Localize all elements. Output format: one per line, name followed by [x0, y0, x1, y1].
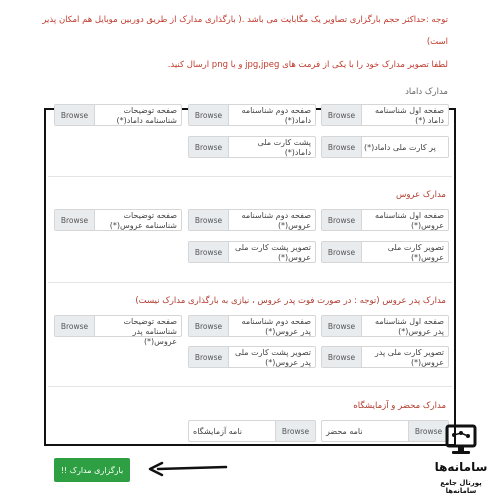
upload-note-size: توجه :حداکثر حجم بارگزاری تصاویر یک مگابایت می باشد .( بارگذاری مدارک از طریق دوربین موبایل هم امکان پذیر — [42, 15, 448, 25]
field-label: صفحه توضیحات شناسنامه عروس(*) — [109, 211, 177, 230]
browse-button[interactable]: Browse — [275, 421, 315, 441]
groom-id-notes-input[interactable] — [54, 104, 182, 126]
browse-button[interactable]: Browse — [322, 137, 362, 157]
field-label: پر کارت ملی داماد(*) — [364, 142, 436, 152]
field-label: تصویر پشت کارت ملی پدر عروس(*) — [234, 348, 311, 367]
documents-form-frame — [44, 108, 456, 446]
bride-father-section-title: مدارک پدر عروس (توجه : در صورت فوت پدر عروس ، نیازی به بارگذاری مدارک نیست) — [135, 296, 446, 306]
bride-id-notes-input[interactable] — [54, 209, 182, 231]
browse-button[interactable]: Browse — [322, 316, 362, 336]
field-label: تصویر پشت کارت ملی عروس(*) — [234, 243, 311, 262]
logo-name: سامانه‌ها — [434, 460, 488, 474]
field-label: نامه محضر — [326, 426, 363, 436]
browse-button[interactable]: Browse — [189, 316, 229, 336]
notary-lab-section-title: مدارک محضر و آزمایشگاه — [353, 401, 446, 411]
bride-national-card-front-input[interactable] — [321, 241, 449, 263]
bride-father-card-front-input[interactable] — [321, 346, 449, 368]
bride-id-page2-input[interactable] — [188, 209, 316, 231]
lab-letter-input[interactable] — [188, 420, 316, 442]
browse-button[interactable]: Browse — [408, 421, 448, 441]
field-label: صفحه دوم شناسنامه پدر عروس(*) — [241, 317, 311, 336]
field-label: صفحه توضیحات شناسنامه داماد(*) — [116, 106, 177, 125]
browse-button[interactable]: Browse — [55, 105, 95, 125]
browse-button[interactable]: Browse — [189, 347, 229, 367]
logo-tagline: پورتال جامع سامانه‌ها — [440, 479, 482, 495]
groom-id-page1-input[interactable] — [321, 104, 449, 126]
bride-father-id-notes-input[interactable] — [54, 315, 182, 346]
browse-button[interactable]: Browse — [189, 210, 229, 230]
browse-button[interactable]: Browse — [189, 105, 229, 125]
browse-button[interactable]: Browse — [55, 316, 95, 336]
browse-button[interactable]: Browse — [189, 137, 229, 157]
field-label: تصویر کارت ملی عروس(*) — [387, 243, 444, 262]
section-divider — [48, 282, 452, 283]
field-label: صفحه دوم شناسنامه داماد(*) — [241, 106, 311, 125]
bride-national-card-back-input[interactable] — [188, 241, 316, 263]
bride-father-id-page1-input[interactable] — [321, 315, 449, 337]
upload-note-format: لطفا تصویر مدارک خود را با یکی از فرمت های jpg,jpeg و یا png ارسال کنید. — [167, 60, 448, 70]
browse-button[interactable]: Browse — [322, 242, 362, 262]
field-label: صفحه اول شناسنامه پدر عروس(*) — [375, 317, 444, 336]
upload-note-size-cont: است) — [426, 37, 448, 47]
browse-button[interactable]: Browse — [322, 105, 362, 125]
field-label: صفحه توضیحات شناسنامه پدر عروس(*) — [123, 317, 177, 346]
groom-national-card-back-input[interactable] — [188, 136, 316, 158]
browse-button[interactable]: Browse — [322, 210, 362, 230]
groom-national-card-front-input[interactable] — [321, 136, 449, 158]
field-label: نامه آزمایشگاه — [193, 426, 242, 436]
bride-section-title: مدارک عروس — [395, 190, 446, 200]
browse-button[interactable]: Browse — [322, 347, 362, 367]
field-label: صفحه اول شناسنامه داماد (*) — [375, 106, 444, 125]
groom-section-title: مدارک داماد — [405, 87, 448, 97]
section-divider — [48, 386, 452, 387]
bride-id-page1-input[interactable] — [321, 209, 449, 231]
browse-button[interactable]: Browse — [55, 210, 95, 230]
bride-father-card-back-input[interactable] — [188, 346, 316, 368]
section-divider — [48, 176, 452, 177]
samaneha-logo — [424, 424, 498, 496]
field-label: صفحه دوم شناسنامه عروس(*) — [241, 211, 311, 230]
arrow-left-icon — [148, 462, 228, 476]
field-label: پشت کارت ملی داماد(*) — [257, 137, 311, 157]
field-label: تصویر کارت ملی پدر عروس(*) — [374, 348, 444, 367]
bride-father-id-page2-input[interactable] — [188, 315, 316, 337]
groom-id-page2-input[interactable] — [188, 104, 316, 126]
field-label: صفحه اول شناسنامه عروس(*) — [375, 211, 444, 230]
browse-button[interactable]: Browse — [189, 242, 229, 262]
upload-documents-button[interactable]: بارگزاری مدارک !! — [54, 458, 130, 482]
